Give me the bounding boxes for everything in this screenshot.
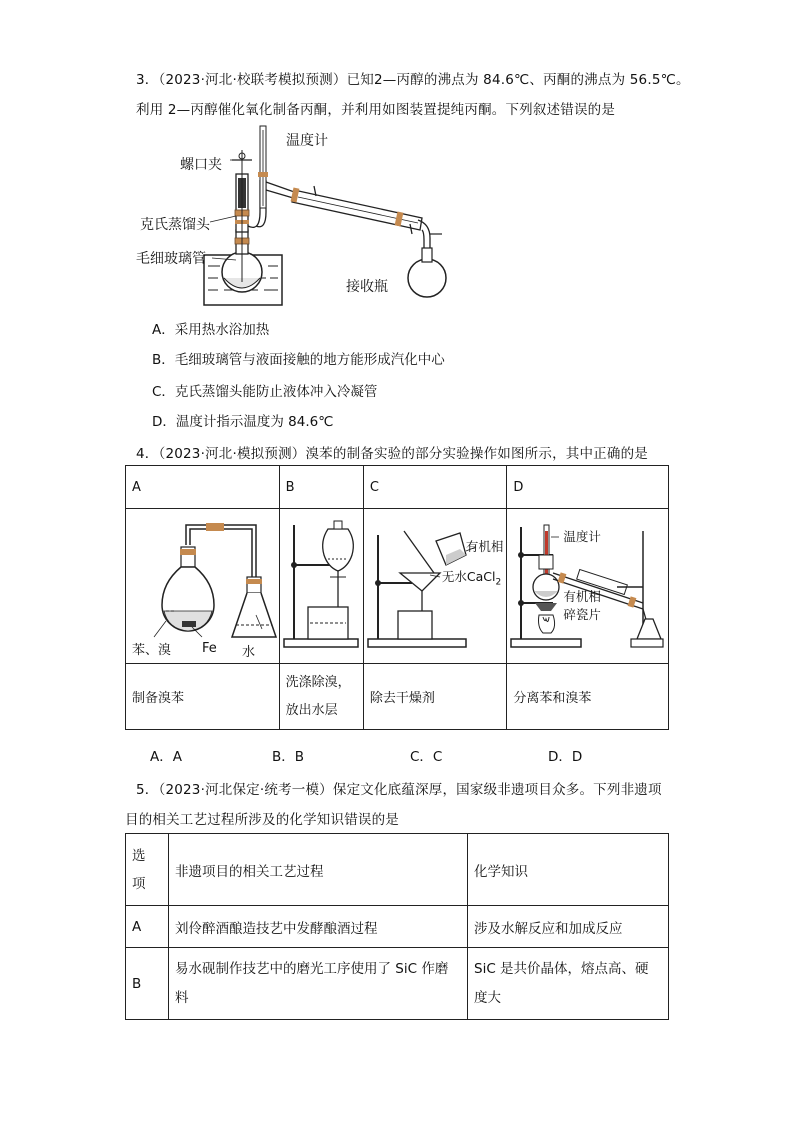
q4-header-a: A (126, 466, 280, 509)
q4-desc-a: 制备溴苯 (126, 664, 280, 730)
q5-header-process: 非遗项目的相关工艺过程 (169, 834, 468, 906)
q4-desc-b-line2: 放出水层 (285, 702, 338, 718)
q4-figure-d-cell (507, 509, 669, 664)
figd-chips-label: 碎瓷片 (563, 607, 601, 622)
q4-desc-c: 除去干燥剂 (363, 664, 507, 730)
q4-header-b: B (279, 466, 363, 509)
q5-row-b-process (169, 948, 468, 1020)
label-claisen-head: 克氏蒸馏头 (140, 217, 210, 233)
figa-water-label: 水 (242, 645, 256, 660)
q4-figure-b (280, 511, 363, 661)
q5-row-a-option: A (126, 906, 169, 948)
q5-stem-line1: 5．（2023·河北保定·统考一模）保定文化底蕴深厚，国家级非遗项目众多。下列非遗项 (136, 782, 662, 798)
figd-thermometer-label: 温度计 (563, 529, 601, 544)
q4-answer-d: D．D (548, 749, 583, 765)
figc-organic-label: 有机相 (465, 539, 504, 554)
q3-option-b: B．毛细玻璃管与液面接触的地方能形成汽化中心 (152, 352, 445, 368)
label-screw-clamp: 螺口夹 (180, 157, 222, 173)
q5-row-a-knowledge: 涉及水解反应和加成反应 (468, 906, 669, 948)
q4-desc-d: 分离苯和溴苯 (507, 664, 669, 730)
q4-answer-c: C．C (410, 749, 443, 765)
q4-figure-b-cell (279, 509, 363, 664)
q3-stem-line2: 利用 2—丙醇催化氧化制备丙酮，并利用如图装置提纯丙酮。下列叙述错误的是 (136, 102, 616, 118)
q3-option-d: D．温度计指示温度为 84.6℃ (152, 414, 334, 430)
q5-row-b-knowledge-line2: 度大 (474, 989, 501, 1006)
q5-header-option-2: 项 (132, 875, 146, 892)
table-row (126, 906, 669, 948)
q4-stem: 4．（2023·河北·模拟预测）溴苯的制备实验的部分实验操作如图所示，其中正确的是 (136, 446, 648, 462)
figd-organic-label: 有机相 (563, 589, 601, 604)
figa-fe-label: Fe (202, 641, 217, 656)
q3-stem-line1: 3．（2023·河北·校联考模拟预测）已知2—丙醇的沸点为 84.6℃、丙酮的沸点为 56.5℃。 (136, 72, 690, 88)
q5-stem-line2: 目的相关工艺过程所涉及的化学知识错误的是 (125, 812, 399, 828)
label-thermometer: 温度计 (286, 133, 328, 149)
q4-figure-a-cell (126, 509, 280, 664)
figa-reagents-label: 苯、溴 (132, 643, 172, 658)
q4-header-d: D (507, 466, 669, 509)
q3-option-c: C．克氏蒸馏头能防止液体冲入冷凝管 (152, 384, 378, 400)
q5-header-knowledge: 化学知识 (468, 834, 669, 906)
table-row (126, 948, 669, 1020)
label-receiver: 接收瓶 (346, 279, 388, 295)
q5-table (125, 833, 669, 1020)
q5-row-b-knowledge-line1: SiC 是共价晶体，熔点高、硬 (474, 960, 649, 977)
q4-answer-b: B．B (272, 749, 305, 765)
label-capillary: 毛细玻璃管 (136, 251, 206, 267)
q3-option-a: A．采用热水浴加热 (152, 322, 270, 338)
q5-row-b-process-line1: 易水砚制作技艺中的磨光工序使用了 SiC 作磨 (175, 960, 449, 977)
q4-desc-b (279, 664, 363, 730)
q4-figure-c-cell (363, 509, 507, 664)
q4-desc-b-line1: 洗涤除溴， (285, 674, 351, 690)
q4-table (125, 465, 669, 730)
q5-header-option (126, 834, 169, 906)
receiver-flask (408, 259, 446, 297)
q5-row-b-knowledge (468, 948, 669, 1020)
q5-row-b-option: B (126, 948, 169, 1020)
q5-row-b-process-line2: 料 (175, 989, 189, 1006)
q4-answer-a: A．A (150, 749, 182, 765)
q5-row-a-process: 刘伶醉酒酿造技艺中发酵酿酒过程 (169, 906, 468, 948)
figc-drying-label: 无水CaCl$_2$ (441, 569, 502, 588)
q4-header-c: C (363, 466, 507, 509)
q5-header-option-1: 选 (132, 847, 146, 864)
